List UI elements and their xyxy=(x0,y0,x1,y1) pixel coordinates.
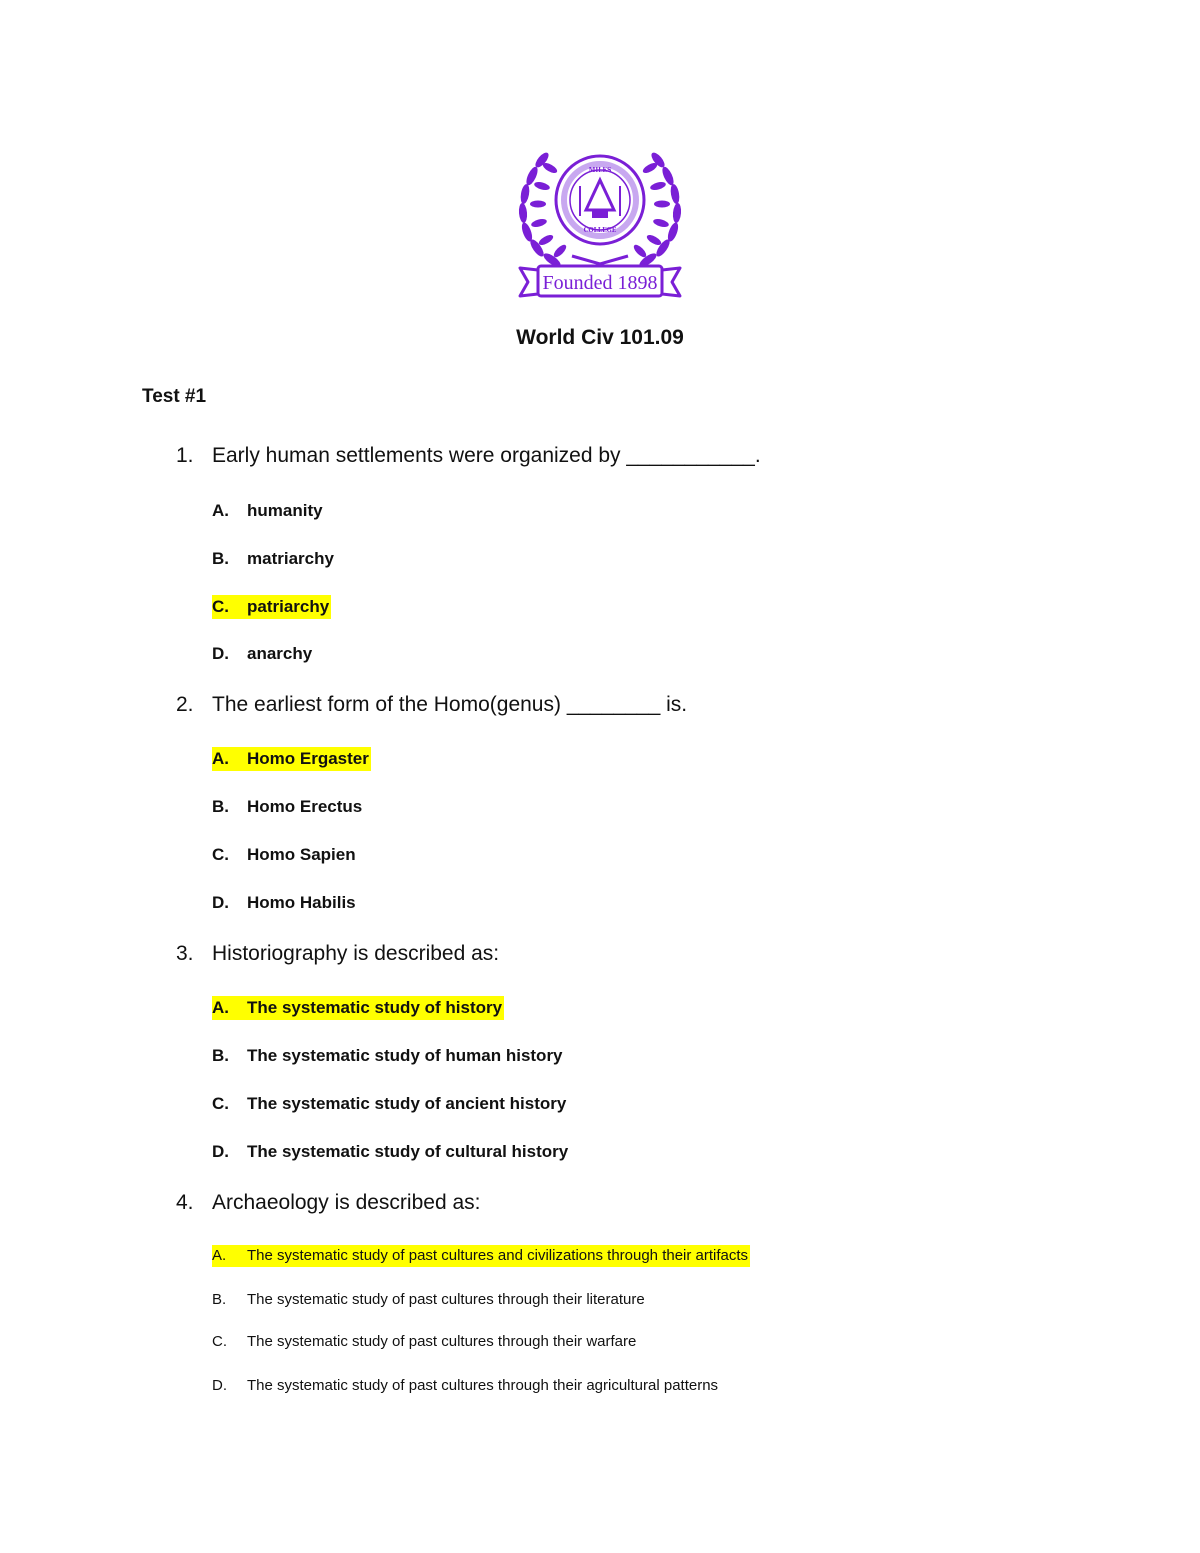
option-letter: A. xyxy=(212,998,229,1017)
option-letter: C. xyxy=(212,597,229,616)
option-text: matriarchy xyxy=(247,549,334,568)
laurel-seal-icon xyxy=(512,138,688,300)
option-letter: D. xyxy=(212,1142,229,1161)
option-text: anarchy xyxy=(247,644,313,663)
option-4b xyxy=(212,1291,647,1308)
option-1a xyxy=(212,501,325,521)
option-highlight xyxy=(212,1044,565,1068)
question-number: 1. xyxy=(176,444,194,467)
option-highlight xyxy=(212,595,331,619)
option-text: The systematic study of past cultures and civilizations through their artifacts xyxy=(247,1247,749,1264)
option-3c xyxy=(212,1094,568,1114)
option-letter: B. xyxy=(212,1291,227,1308)
option-highlight xyxy=(212,547,336,571)
course-title: World Civ 101.09 xyxy=(516,326,684,349)
option-4c xyxy=(212,1333,638,1350)
option-highlight xyxy=(212,499,325,523)
question-number: 4. xyxy=(176,1191,194,1214)
question-4 xyxy=(176,1191,480,1215)
option-highlight xyxy=(212,1092,568,1116)
question-number: 3. xyxy=(176,942,194,965)
option-letter: D. xyxy=(212,644,229,663)
question-2 xyxy=(176,693,687,717)
option-highlight xyxy=(212,1331,638,1353)
option-3a xyxy=(212,998,504,1018)
option-highlight xyxy=(212,891,358,915)
option-highlight xyxy=(212,996,504,1020)
seal-bottom-text: COLLEGE xyxy=(583,227,617,234)
option-4d xyxy=(212,1377,720,1394)
college-seal-logo xyxy=(512,138,688,300)
option-highlight xyxy=(212,642,314,666)
option-letter: B. xyxy=(212,797,229,816)
option-highlight xyxy=(212,795,364,819)
option-highlight xyxy=(212,1375,720,1397)
option-text: patriarchy xyxy=(247,597,330,616)
question-1 xyxy=(176,444,761,468)
seal-top-text: MILES xyxy=(588,167,612,174)
seal-banner-text: Founded 1898 xyxy=(542,272,658,294)
option-text: The systematic study of human history xyxy=(247,1046,563,1065)
option-letter: D. xyxy=(212,893,229,912)
option-text: The systematic study of past cultures through their agricultural patterns xyxy=(247,1377,719,1394)
option-letter: A. xyxy=(212,749,229,768)
option-2a xyxy=(212,749,371,769)
option-highlight xyxy=(212,1245,750,1267)
option-letter: C. xyxy=(212,845,229,864)
option-2b xyxy=(212,797,364,817)
option-letter: A. xyxy=(212,501,229,520)
option-text: humanity xyxy=(247,501,323,520)
option-2c xyxy=(212,845,358,865)
option-text: The systematic study of past cultures through their literature xyxy=(247,1291,645,1308)
option-letter: B. xyxy=(212,1046,229,1065)
option-1b xyxy=(212,549,336,569)
question-number: 2. xyxy=(176,693,194,716)
option-3d xyxy=(212,1142,570,1162)
option-text: Homo Habilis xyxy=(247,893,356,912)
option-2d xyxy=(212,893,358,913)
option-text: Homo Ergaster xyxy=(247,749,369,768)
question-text: Early human settlements were organized by ___________. xyxy=(212,444,761,467)
option-1c xyxy=(212,597,331,617)
option-text: The systematic study of history xyxy=(247,998,503,1017)
option-text: Homo Sapien xyxy=(247,845,356,864)
option-letter: A. xyxy=(212,1247,227,1264)
option-letter: C. xyxy=(212,1333,227,1350)
option-text: Homo Erectus xyxy=(247,797,363,816)
option-highlight xyxy=(212,843,358,867)
option-4a xyxy=(212,1247,750,1264)
question-3 xyxy=(176,942,499,966)
option-text: The systematic study of cultural history xyxy=(247,1142,569,1161)
option-highlight xyxy=(212,747,371,771)
option-letter: D. xyxy=(212,1377,227,1394)
question-text: The earliest form of the Homo(genus) ________ is. xyxy=(212,693,688,716)
option-letter: C. xyxy=(212,1094,229,1113)
question-text: Historiography is described as: xyxy=(212,942,500,965)
option-text: The systematic study of ancient history xyxy=(247,1094,567,1113)
option-3b xyxy=(212,1046,565,1066)
question-text: Archaeology is described as: xyxy=(212,1191,481,1214)
option-1d xyxy=(212,644,314,664)
test-label: Test #1 xyxy=(142,386,207,407)
option-letter: B. xyxy=(212,549,229,568)
option-highlight xyxy=(212,1140,570,1164)
option-highlight xyxy=(212,1289,647,1311)
option-text: The systematic study of past cultures through their warfare xyxy=(247,1333,637,1350)
